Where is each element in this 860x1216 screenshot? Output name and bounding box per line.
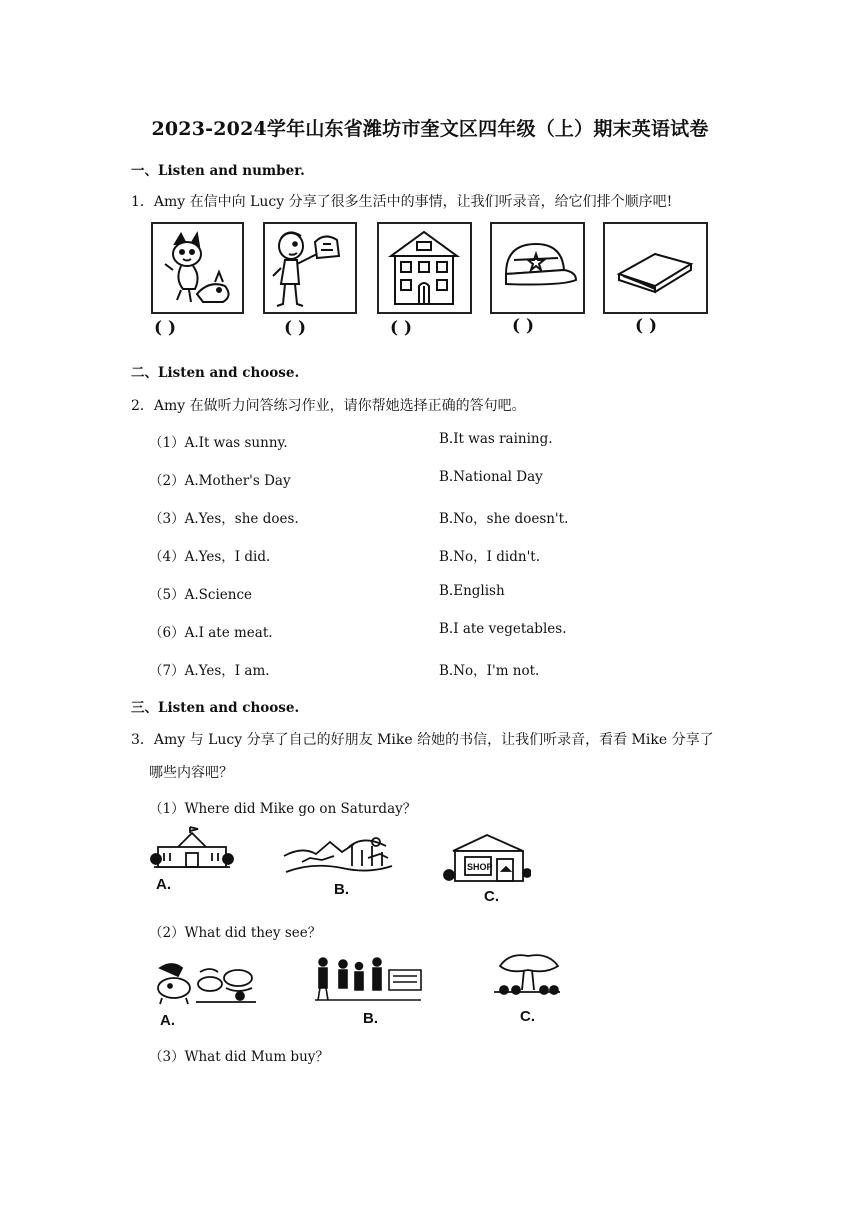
- option-2a[interactable]: （2）A.Mother's Day: [149, 473, 291, 489]
- q3-row2-label-a[interactable]: A.: [160, 1012, 175, 1029]
- animals-icon: [152, 958, 258, 1006]
- shop-icon: [443, 831, 531, 887]
- answer-bracket-4[interactable]: ( ): [512, 316, 535, 336]
- section-heading-3: 三、Listen and choose.: [131, 700, 300, 716]
- house-picture: [377, 222, 472, 314]
- option-4b[interactable]: B.No，I didn't.: [439, 549, 540, 565]
- option-5a[interactable]: （5）A.Science: [149, 587, 252, 603]
- school-icon: [150, 825, 234, 873]
- q3-sub-question-2: （2）What did they see？: [149, 925, 322, 941]
- answer-bracket-1[interactable]: ( ): [154, 318, 177, 338]
- section-heading-2: 二、Listen and choose.: [131, 365, 300, 381]
- q3-sub-question-3: （3）What did Mum buy？: [149, 1049, 329, 1065]
- book-picture: [603, 222, 708, 314]
- answer-bracket-3[interactable]: ( ): [390, 318, 413, 338]
- q3-row2-label-b[interactable]: B.: [363, 1010, 378, 1027]
- q3-sub-question-1: （1）Where did Mike go on Saturday？: [149, 801, 417, 817]
- option-1a[interactable]: （1）A.It was sunny.: [149, 435, 288, 451]
- people-icon: [313, 954, 423, 1004]
- book-icon: [605, 224, 706, 312]
- question-3-text-line1: 3．Amy 与 Lucy 分享了自己的好朋友 Mike 给她的书信，让我们听录音，看看 Mike 分享了: [131, 732, 714, 748]
- q3-row1-label-b[interactable]: B.: [334, 881, 349, 898]
- option-3a[interactable]: （3）A.Yes，she does.: [149, 511, 299, 527]
- q3-row1-label-c[interactable]: C.: [484, 888, 499, 905]
- option-2b[interactable]: B.National Day: [439, 469, 543, 485]
- trees-icon: [490, 950, 564, 1000]
- q3-row1-label-a[interactable]: A.: [156, 876, 171, 893]
- shop-sign-text: SHOP: [467, 862, 493, 872]
- cap-picture: [490, 222, 585, 314]
- cat-dog-icon: [153, 224, 242, 312]
- house-icon: [379, 224, 470, 312]
- question-3-text-line2: 哪些内容吧？: [149, 765, 233, 781]
- option-7b[interactable]: B.No，I'm not.: [439, 663, 540, 679]
- option-5b[interactable]: B.English: [439, 583, 505, 599]
- answer-bracket-2[interactable]: ( ): [284, 318, 307, 338]
- boy-icon: [265, 224, 355, 312]
- answer-bracket-5[interactable]: ( ): [635, 316, 658, 336]
- option-7a[interactable]: （7）A.Yes，I am.: [149, 663, 270, 679]
- option-3b[interactable]: B.No，she doesn't.: [439, 511, 569, 527]
- section-heading-1: 一、Listen and number.: [131, 163, 305, 179]
- option-6a[interactable]: （6）A.I ate meat.: [149, 625, 273, 641]
- cat-dog-picture: [151, 222, 244, 314]
- page-title: 2023-2024学年山东省潍坊市奎文区四年级（上）期末英语试卷: [151, 118, 709, 140]
- question-2-text: 2．Amy 在做听力问答练习作业，请你帮她选择正确的答句吧。: [131, 398, 526, 414]
- park-icon: [282, 832, 394, 880]
- option-6b[interactable]: B.I ate vegetables.: [439, 621, 567, 637]
- option-4a[interactable]: （4）A.Yes，I did.: [149, 549, 271, 565]
- q3-row2-label-c[interactable]: C.: [520, 1008, 535, 1025]
- boy-with-schoolbag-picture: [263, 222, 357, 314]
- option-1b[interactable]: B.It was raining.: [439, 431, 553, 447]
- cap-icon: [492, 224, 583, 312]
- question-1-text: 1．Amy 在信中向 Lucy 分享了很多生活中的事情，让我们听录音，给它们排个顺序吧!: [131, 194, 673, 210]
